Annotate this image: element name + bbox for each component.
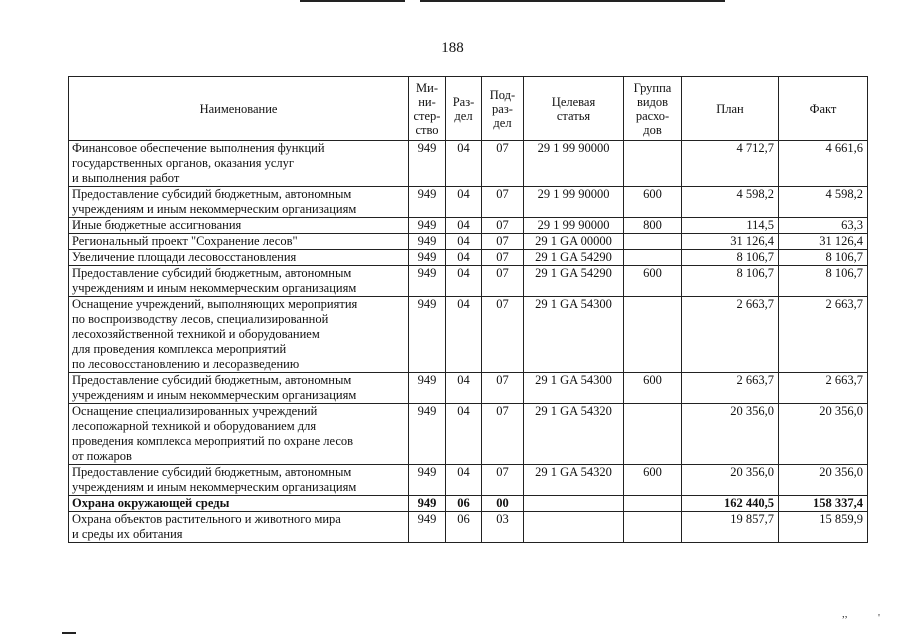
cell-plan: 2 663,7: [682, 297, 779, 373]
cell-name: Финансовое обеспечение выполнения функций государственных органов, оказания услуг и выполнения работ: [69, 141, 409, 187]
cell-section: 04: [446, 141, 482, 187]
cell-subsection: 07: [482, 297, 524, 373]
cell-subsection: 07: [482, 218, 524, 234]
cell-plan: 20 356,0: [682, 465, 779, 496]
cell-article: 29 1 99 90000: [524, 141, 624, 187]
cell-group: 800: [624, 218, 682, 234]
cell-name: Предоставление субсидий бюджетным, автономным учреждениям и иным некоммерческим организациям: [69, 465, 409, 496]
cell-article: [524, 512, 624, 543]
cell-article: 29 1 GA 54290: [524, 250, 624, 266]
cell-fact: 20 356,0: [779, 404, 868, 465]
cell-plan: 2 663,7: [682, 373, 779, 404]
cell-fact: 158 337,4: [779, 496, 868, 512]
cell-group: [624, 141, 682, 187]
cell-group: 600: [624, 373, 682, 404]
cell-ministry: 949: [409, 250, 446, 266]
cell-plan: 4 598,2: [682, 187, 779, 218]
table-row: [69, 234, 868, 250]
header-section-text: Раз- дел: [452, 94, 475, 123]
cell-fact: 8 106,7: [779, 250, 868, 266]
cell-ministry: 949: [409, 512, 446, 543]
corner-mark-2: ': [878, 612, 880, 624]
cell-fact: 4 598,2: [779, 187, 868, 218]
cell-section: 04: [446, 266, 482, 297]
cell-plan: 20 356,0: [682, 404, 779, 465]
cell-section: 06: [446, 496, 482, 512]
cell-ministry: 949: [409, 404, 446, 465]
cell-section: 04: [446, 218, 482, 234]
cell-subsection: 07: [482, 187, 524, 218]
header-target-article-text: Целевая статья: [551, 94, 596, 123]
cell-subsection: 07: [482, 250, 524, 266]
cell-section: 04: [446, 404, 482, 465]
table-row: [69, 250, 868, 266]
cell-subsection: 07: [482, 373, 524, 404]
cell-article: 29 1 GA 54290: [524, 266, 624, 297]
cell-fact: 63,3: [779, 218, 868, 234]
header-plan: План: [682, 77, 779, 141]
cell-ministry: 949: [409, 218, 446, 234]
cell-article: 29 1 GA 54320: [524, 404, 624, 465]
cell-name: Охрана окружающей среды: [69, 496, 409, 512]
cell-article: 29 1 GA 00000: [524, 234, 624, 250]
table-row: [69, 266, 868, 297]
cell-section: 04: [446, 465, 482, 496]
cell-name: Региональный проект "Сохранение лесов": [69, 234, 409, 250]
cell-ministry: 949: [409, 141, 446, 187]
cell-section: 04: [446, 297, 482, 373]
cell-name: Предоставление субсидий бюджетным, автономным учреждениям и иным некоммерческим организациям: [69, 187, 409, 218]
header-expense-group-text: Группа видов расхо- дов: [633, 80, 672, 137]
bottom-dash: [62, 632, 76, 634]
table-row: [69, 141, 868, 187]
cell-group: [624, 250, 682, 266]
budget-table: [68, 76, 868, 543]
header-name: Наименование: [69, 77, 409, 141]
cell-ministry: 949: [409, 373, 446, 404]
cell-article: 29 1 99 90000: [524, 218, 624, 234]
cell-ministry: 949: [409, 297, 446, 373]
cell-fact: 15 859,9: [779, 512, 868, 543]
header-expense-group: [624, 77, 682, 141]
cell-plan: 4 712,7: [682, 141, 779, 187]
cell-fact: 2 663,7: [779, 297, 868, 373]
cell-subsection: 07: [482, 404, 524, 465]
cell-name: Иные бюджетные ассигнования: [69, 218, 409, 234]
cell-ministry: 949: [409, 234, 446, 250]
cell-group: 600: [624, 187, 682, 218]
cell-group: [624, 512, 682, 543]
cell-fact: 20 356,0: [779, 465, 868, 496]
cell-subsection: 07: [482, 266, 524, 297]
cell-article: 29 1 GA 54300: [524, 373, 624, 404]
cell-group: [624, 234, 682, 250]
cell-plan: 114,5: [682, 218, 779, 234]
cell-group: 600: [624, 465, 682, 496]
cell-section: 04: [446, 250, 482, 266]
cell-plan: 8 106,7: [682, 266, 779, 297]
cell-plan: 19 857,7: [682, 512, 779, 543]
cell-section: 04: [446, 187, 482, 218]
cell-plan: 31 126,4: [682, 234, 779, 250]
cell-group: [624, 297, 682, 373]
header-ministry: [409, 77, 446, 141]
cell-name: Предоставление субсидий бюджетным, автономным учреждениям и иным некоммерческим организациям: [69, 266, 409, 297]
cell-group: [624, 404, 682, 465]
cell-article: [524, 496, 624, 512]
page-number: 188: [441, 40, 464, 56]
cell-plan: 8 106,7: [682, 250, 779, 266]
cell-name: Оснащение специализированных учреждений лесопожарной техникой и оборудованием для проведения комплекса мероприятий по охране лесов от пожаров: [69, 404, 409, 465]
cell-section: 04: [446, 373, 482, 404]
cell-fact: 4 661,6: [779, 141, 868, 187]
cell-article: 29 1 99 90000: [524, 187, 624, 218]
corner-mark-1: ,,: [842, 608, 848, 620]
cell-fact: 2 663,7: [779, 373, 868, 404]
header-ministry-text: Ми- ни- стер- ство: [413, 80, 441, 137]
cell-fact: 8 106,7: [779, 266, 868, 297]
cell-name: Оснащение учреждений, выполняющих мероприятия по воспроизводству лесов, специализированной лесохозяйственной техникой и оборудованием для проведения комплекса мероприятий по лесовосстановлению и лесоразведению: [69, 297, 409, 373]
table-row: [69, 373, 868, 404]
cell-section: 06: [446, 512, 482, 543]
cell-article: 29 1 GA 54320: [524, 465, 624, 496]
header-subsection: [482, 77, 524, 141]
table-row: [69, 297, 868, 373]
header-row: [69, 77, 868, 141]
header-fact: Факт: [779, 77, 868, 141]
cell-group: [624, 496, 682, 512]
table-row: [69, 512, 868, 543]
cell-subsection: 07: [482, 141, 524, 187]
cell-subsection: 07: [482, 234, 524, 250]
cell-name: Предоставление субсидий бюджетным, автономным учреждениям и иным некоммерческим организациям: [69, 373, 409, 404]
cell-name: Охрана объектов растительного и животного мира и среды их обитания: [69, 512, 409, 543]
cell-subsection: 00: [482, 496, 524, 512]
header-target-article: [524, 77, 624, 141]
table-row: [69, 496, 868, 512]
cell-group: 600: [624, 266, 682, 297]
cell-name: Увеличение площади лесовосстановления: [69, 250, 409, 266]
cell-subsection: 07: [482, 465, 524, 496]
cell-subsection: 03: [482, 512, 524, 543]
header-section: [446, 77, 482, 141]
table-row: [69, 404, 868, 465]
table-body: [69, 141, 868, 543]
header-subsection-text: Под- раз- дел: [489, 87, 516, 130]
cell-plan: 162 440,5: [682, 496, 779, 512]
cell-article: 29 1 GA 54300: [524, 297, 624, 373]
cell-ministry: 949: [409, 496, 446, 512]
top-rule-left: [300, 0, 405, 2]
cell-fact: 31 126,4: [779, 234, 868, 250]
table-row: [69, 465, 868, 496]
table-row: [69, 187, 868, 218]
cell-ministry: 949: [409, 187, 446, 218]
top-rule-right: [420, 0, 725, 2]
cell-ministry: 949: [409, 465, 446, 496]
table-row: [69, 218, 868, 234]
cell-section: 04: [446, 234, 482, 250]
cell-ministry: 949: [409, 266, 446, 297]
